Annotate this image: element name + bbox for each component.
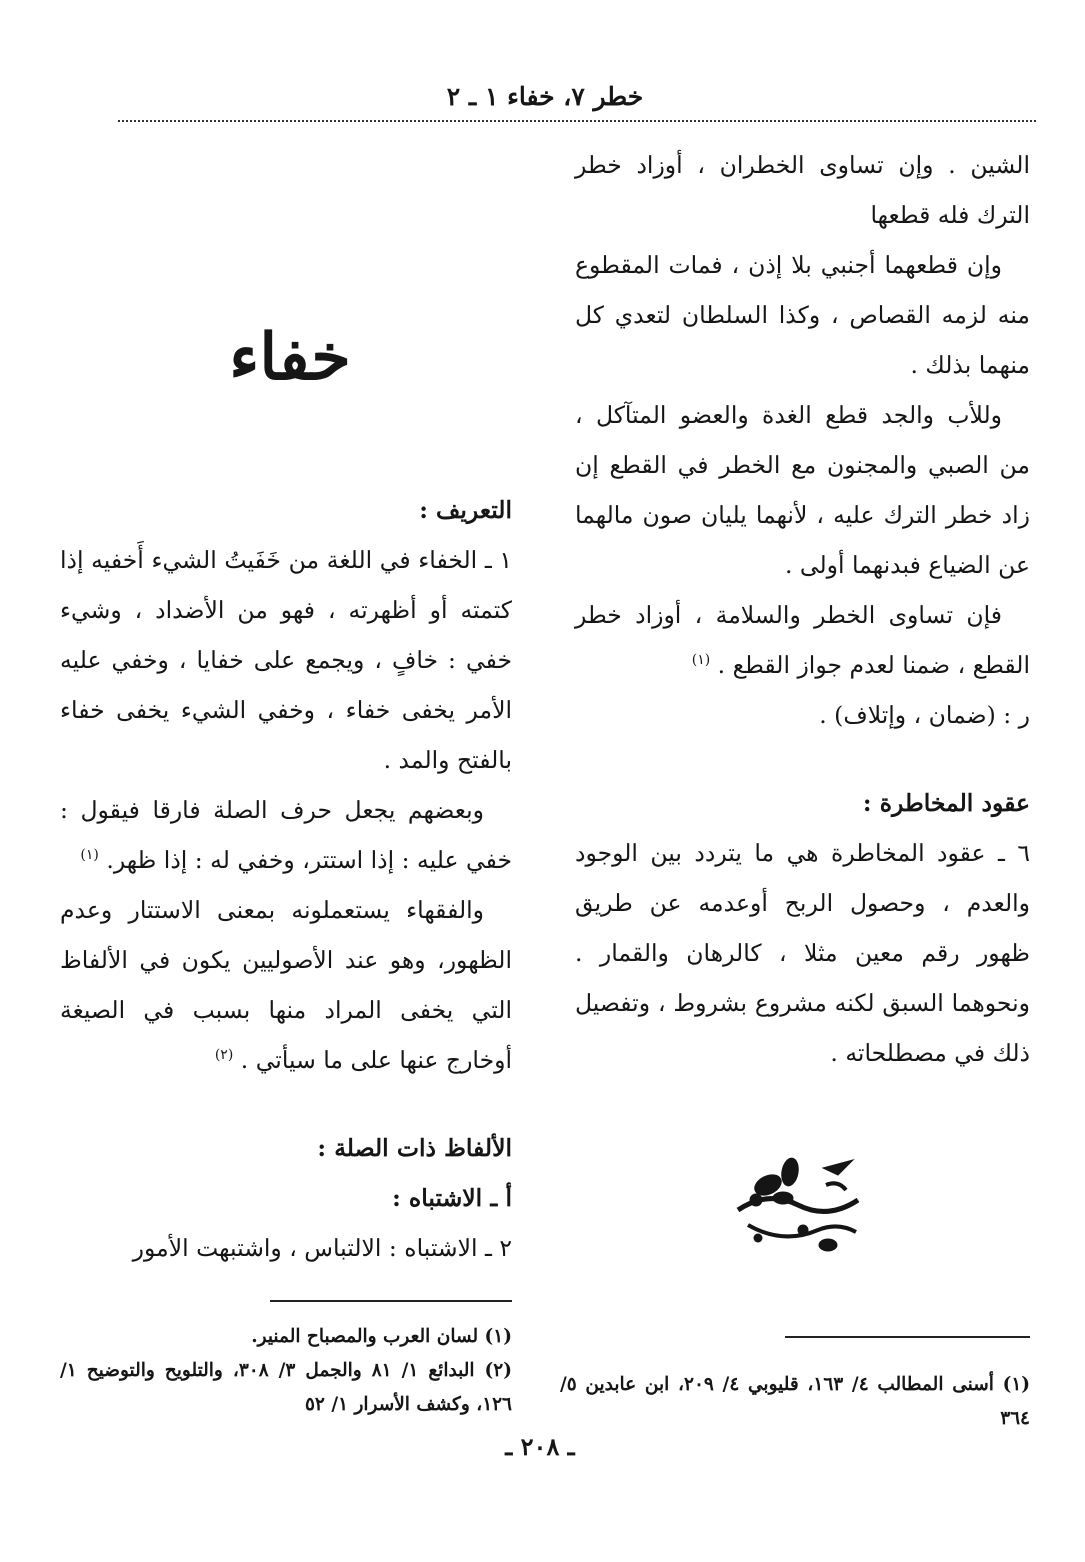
footnote-ref: (١): [691, 652, 711, 669]
paragraph-text: فإن تساوى الخطر والسلامة ، أوزاد خطر القطع ، ضمنا لعدم جواز القطع .: [575, 601, 1030, 679]
footnotes-left: [60, 1320, 512, 1422]
section-title: عقود المخاطرة :: [862, 789, 1030, 817]
subsection-title: أ ـ الاشتباه :: [392, 1184, 512, 1212]
footnotes-right: [560, 1368, 1030, 1436]
paragraph: [60, 785, 512, 885]
entry-title: خفاء: [229, 320, 351, 395]
header-dotted-rule: [118, 120, 1036, 122]
section-title: التعريف :: [419, 496, 512, 524]
footnote-rule: [785, 1336, 1030, 1338]
paragraph: ٢ ـ الاشتباه : الالتباس ، واشتبهت الأمور: [132, 1234, 512, 1262]
paragraph: [575, 590, 1030, 690]
page-number: ـ ٢٠٨ ـ: [505, 1432, 575, 1461]
footnote-ref: (١): [80, 847, 99, 864]
paragraph-text: وبعضهم يجعل حرف الصلة فارقا فيقول : خفي عليه : إذا استتر، وخفي له : إذا ظهر.: [60, 796, 512, 874]
paragraph-text: والفقهاء يستعملونه بمعنى الاستتار وعدم الظهور، وهو عند الأصوليين يكون في الألفاظ التي يخفى المراد منها بسبب في الصيغة أوخارج عنها على ما سيأتي .: [60, 896, 512, 1074]
footnote-rule: [270, 1300, 512, 1302]
footnote: (٢) البدائع ١/ ٨١ والجمل ٣/ ٣٠٨، والتلويح والتوضيح ١/ ١٢٦، وكشف الأسرار ١/ ٥٢: [60, 1360, 512, 1415]
paragraph: وللأب والجد قطع الغدة والعضو المتآكل ، من الصبي والمجنون مع الخطر في القطع إن زاد خطر الترك عليه ، لأنهما يليان صون مالهما عن الضياع فبدنهما أولى .: [575, 401, 1030, 579]
footnote-ref: (٢): [214, 1047, 234, 1064]
right-column: [575, 140, 1030, 1078]
running-header: خطر ٧، خفاء ١ ـ ٢: [446, 82, 644, 111]
paragraph: ر : (ضمان ، وإتلاف) .: [819, 701, 1030, 729]
footnote: (١) لسان العرب والمصباح المنير.: [251, 1326, 512, 1347]
paragraph: ٦ ـ عقود المخاطرة هي ما يتردد بين الوجود والعدم ، وحصول الربح أوعدمه عن طريق ظهور رقم معين مثلا ، كالرهان والقمار . ونحوهما السبق لكنه مشروع بشروط ، وتفصيل ذلك في مصطلحاته .: [575, 839, 1030, 1067]
section-title: الألفاظ ذات الصلة :: [317, 1134, 512, 1162]
paragraph: ١ ـ الخفاء في اللغة من خَفَيتُ الشيء أَخفيه إذا كتمته أو أظهرته ، فهو من الأضداد ، وشيء خفي : خافٍ ، ويجمع على خفايا ، وخفي عليه الأمر يخفى خفاء ، وخفي الشيء يخفى خفاء بالفتح والمد .: [60, 546, 512, 774]
spacer: [575, 740, 1030, 778]
paragraph: [60, 885, 512, 1085]
paragraph: الشين . وإن تساوى الخطران ، أوزاد خطر الترك فله قطعها: [575, 151, 1030, 229]
left-column: [60, 485, 512, 1273]
spacer: [60, 1085, 512, 1123]
paragraph: وإن قطعهما أجنبي بلا إذن ، فمات المقطوع منه لزمه القصاص ، وكذا السلطان لتعدي كل منهما بذلك .: [575, 251, 1030, 379]
floral-ornament-icon: [728, 1150, 868, 1260]
footnote: (١) أسنى المطالب ٤/ ١٦٣، قليوبي ٤/ ٢٠٩، ابن عابدين ٥/ ٣٦٤: [560, 1374, 1031, 1429]
